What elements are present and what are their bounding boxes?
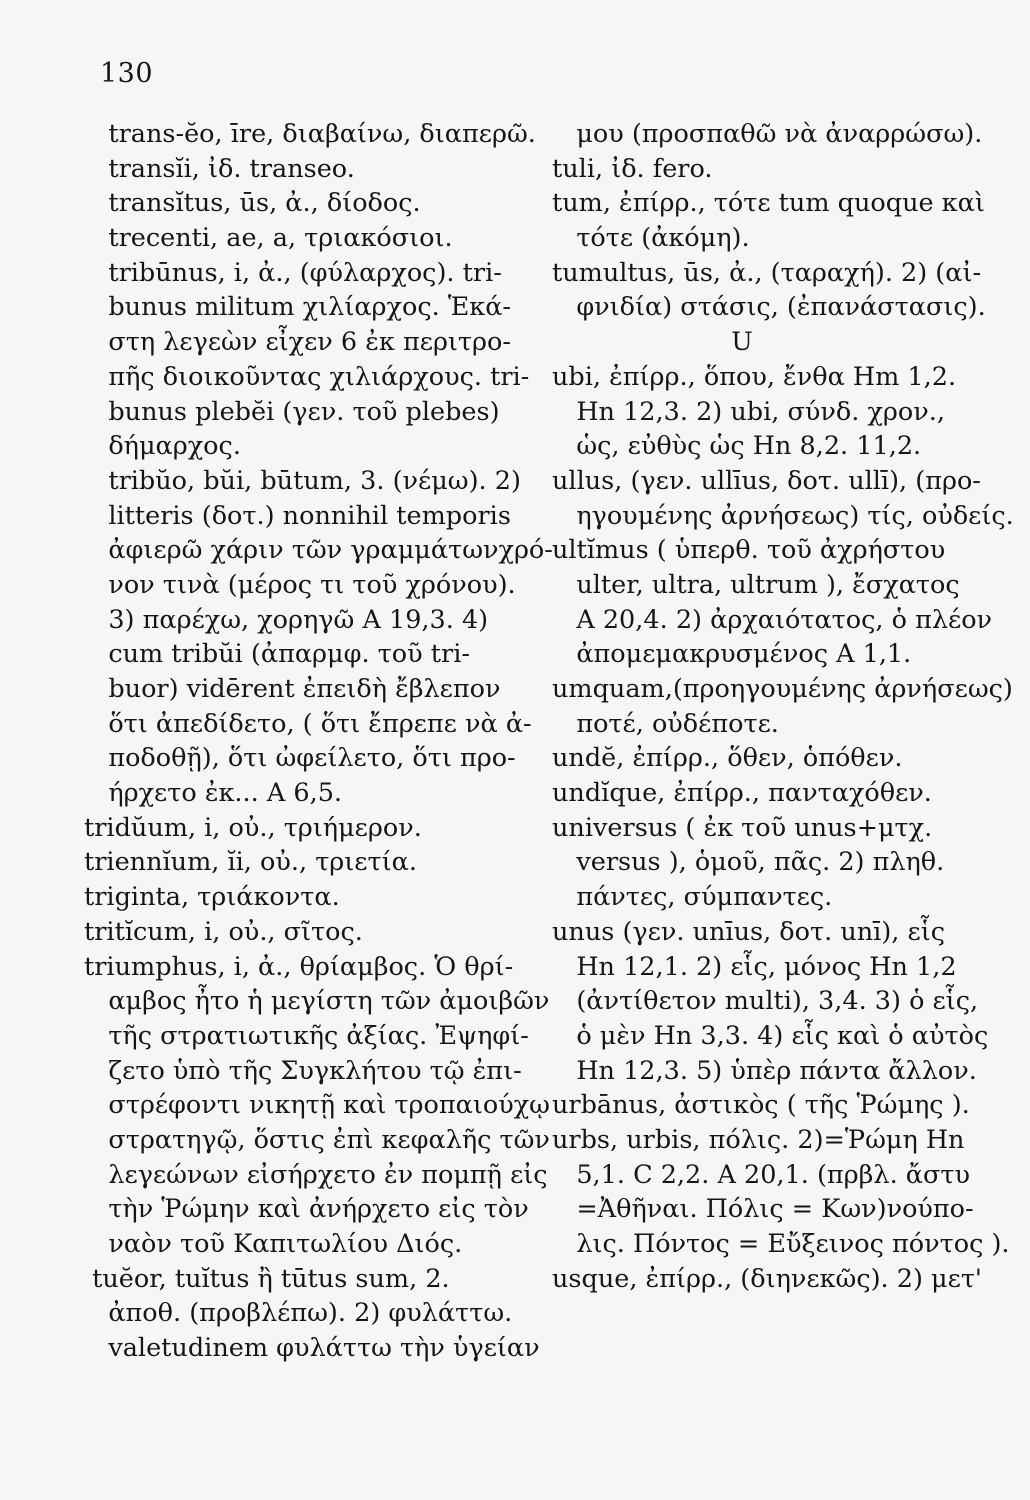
dictionary-line: ulter, ultra, ultrum ), ἔσχατος (552, 569, 960, 600)
dictionary-line: usque, ἐπίρρ., (διηνεκῶς). 2) μετ' (552, 1263, 982, 1294)
right-column (552, 117, 1014, 1296)
dictionary-line: στη λεγεὼν εἶχεν 6 ἐκ περιτρο- (84, 327, 512, 358)
dictionary-line: universus ( ἐκ τοῦ unus+μτχ. (552, 812, 933, 843)
dictionary-line: tritĭcum, i, οὐ., σῖτος. (84, 916, 363, 947)
dictionary-line: φνιδία) στάσις, (ἐπανάστασις). (552, 292, 986, 323)
dictionary-line: tuĕor, tuĭtus ἢ tūtus sum, 2. (84, 1263, 450, 1294)
dictionary-line: ποτέ, οὐδέποτε. (552, 708, 779, 739)
dictionary-line: bunus plebĕi (γεν. τοῦ plebes) (84, 396, 500, 427)
dictionary-line: πάντες, σύμπαντες. (552, 882, 833, 913)
dictionary-line: (ἀντίθετον multi), 3,4. 3) ὁ εἷς, (552, 986, 979, 1017)
dictionary-line: στρατηγῷ, ὅστις ἐπὶ κεφαλῆς τῶν (84, 1124, 550, 1155)
dictionary-line: τότε (ἀκόμη). (552, 223, 750, 254)
dictionary-line: bunus militum χιλίαρχος. Ἑκά- (84, 292, 512, 323)
dictionary-line: ἀπομεμακρυσμένος Α 1,1. (552, 639, 912, 670)
dictionary-line: λεγεώνων εἰσήρχετο ἐν πομπῇ εἰς (84, 1159, 548, 1190)
dictionary-line: 3) παρέχω, χορηγῶ Α 19,3. 4) (84, 604, 489, 635)
dictionary-line: ultĭmus ( ὑπερθ. τοῦ ἀχρήστου (552, 535, 946, 566)
dictionary-line: Hn 12,1. 2) εἷς, μόνος Hn 1,2 (552, 951, 957, 982)
dictionary-line: undĕ, ἐπίρρ., ὅθεν, ὁπόθεν. (552, 743, 903, 774)
dictionary-line: ὅτι ἀπεδίδετο, ( ὅτι ἔπρεπε νὰ ἀ- (84, 708, 532, 739)
dictionary-line: triginta, τριάκοντα. (84, 882, 340, 913)
dictionary-line: urbānus, ἀστικὸς ( τῆς Ῥώμης ). (552, 1090, 970, 1121)
dictionary-line: trecenti, ae, a, τριακόσιοι. (84, 223, 453, 254)
dictionary-line: unus (γεν. unīus, δοτ. unī), εἷς (552, 916, 945, 947)
dictionary-line: δήμαρχος. (84, 431, 241, 462)
dictionary-line: trans-ĕo, īre, διαβαίνω, διαπερῶ. (84, 119, 536, 149)
dictionary-line: triumphus, i, ἀ., θρίαμβος. Ὁ θρί- (84, 951, 514, 982)
dictionary-line: Hn 12,3. 2) ubi, σύνδ. χρον., (552, 396, 945, 427)
dictionary-line: tribŭo, bŭi, būtum, 3. (νέμω). 2) (84, 465, 521, 496)
dictionary-line: Α 20,4. 2) ἀρχαιότατος, ὁ πλέον (552, 604, 993, 635)
dictionary-line: tridŭum, i, οὐ., τριήμερον. (84, 812, 422, 843)
dictionary-line: ποδοθῇ), ὅτι ὠφείλετο, ὅτι προ- (84, 743, 516, 774)
section-letter-heading: U (731, 327, 753, 358)
dictionary-line: ἀποθ. (προβλέπω). 2) φυλάττω. (84, 1298, 513, 1329)
dictionary-line: tum, ἐπίρρ., τότε tum quoque καὶ (552, 188, 985, 219)
dictionary-line: umquam,(προηγουμένης ἀρνήσεως) (552, 674, 1013, 704)
dictionary-line: ὡς, εὐθὺς ὡς Hn 8,2. 11,2. (552, 431, 922, 462)
dictionary-line: στρέφοντι νικητῇ καὶ τροπαιούχῳ (84, 1090, 550, 1121)
dictionary-line: ηγουμένης ἀρνήσεως) τίς, οὐδείς. (552, 500, 1014, 531)
dictionary-line: ναὸν τοῦ Καπιτωλίου Διός. (84, 1229, 463, 1259)
dictionary-line: 5,1. C 2,2. Α 20,1. (πρβλ. ἄστυ (552, 1159, 971, 1190)
dictionary-line: μου (προσπαθῶ νὰ ἀναρρώσω). (552, 119, 983, 149)
right-column-entries-bottom (552, 360, 1014, 1297)
dictionary-line: λις. Πόντος = Εὔξεινος πόντος ). (552, 1229, 1010, 1259)
left-column (84, 117, 553, 1366)
dictionary-line: triennĭum, ĭi, οὐ., τριετία. (84, 847, 417, 878)
dictionary-line: transĭtus, ūs, ἀ., δίοδος. (84, 188, 421, 219)
dictionary-line: ήρχετο ἐκ... Α 6,5. (84, 778, 343, 809)
dictionary-line: cum tribŭi (ἀπαρμφ. τοῦ tri- (84, 639, 470, 670)
dictionary-line: transĭi, ἰδ. transeo. (84, 153, 355, 184)
dictionary-line: tuli, ἰδ. fero. (552, 153, 713, 184)
dictionary-line: buor) vidērent ἐπειδὴ ἔβλεπον (84, 674, 501, 704)
dictionary-line: τῆς στρατιωτικῆς ἀξίας. Ἐψηφί- (84, 1020, 529, 1051)
dictionary-line: ἀφιερῶ χάριν τῶν γραμμάτωνχρό- (84, 535, 553, 566)
dictionary-line: αμβος ἦτο ἡ μεγίστη τῶν ἀμοιβῶν (84, 986, 550, 1017)
dictionary-line: versus ), ὁμοῦ, πᾶς. 2) πληθ. (552, 847, 945, 878)
dictionary-line: tumultus, ūs, ἀ., (ταραχή). 2) (αἰ- (552, 257, 982, 288)
dictionary-line: undĭque, ἐπίρρ., πανταχόθεν. (552, 778, 932, 809)
dictionary-line: ὁ μὲν Hn 3,3. 4) εἷς καὶ ὁ αὐτὸς (552, 1020, 989, 1051)
right-column-entries-top (552, 117, 992, 325)
dictionary-line: Hn 12,3. 5) ὑπὲρ πάντα ἄλλον. (552, 1055, 977, 1086)
dictionary-line: =Ἀθῆναι. Πόλις = Κων)νούπο- (552, 1194, 974, 1225)
dictionary-line: valetudinem φυλάττω τὴν ὑγείαν (84, 1333, 540, 1364)
dictionary-line: νον τινὰ (μέρος τι τοῦ χρόνου). (84, 569, 516, 600)
dictionary-line: τὴν Ῥώμην καὶ ἀνήρχετο εἰς τὸν (84, 1194, 529, 1225)
dictionary-line: tribūnus, i, ἀ., (φύλαρχος). tri- (84, 257, 502, 288)
dictionary-line: litteris (δοτ.) nonnihil temporis (84, 500, 511, 531)
dictionary-line: πῆς διοικοῦντας χιλιάρχους. tri- (84, 361, 530, 392)
dictionary-line: ullus, (γεν. ullīus, δοτ. ullī), (προ- (552, 465, 981, 496)
dictionary-line: ubi, ἐπίρρ., ὅπου, ἔνθα Hm 1,2. (552, 361, 957, 392)
dictionary-line: urbs, urbis, πόλις. 2)=Ῥώμη Hn (552, 1124, 965, 1155)
dictionary-line: ζετο ὑπὸ τῆς Συγκλήτου τῷ ἐπι- (84, 1055, 522, 1086)
page-number: 130 (100, 58, 154, 89)
